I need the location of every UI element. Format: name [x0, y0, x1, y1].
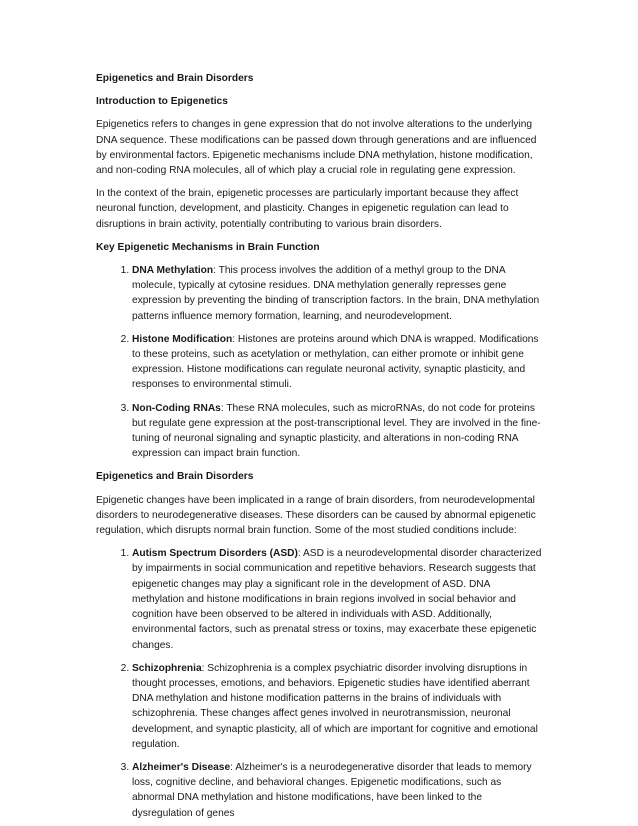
mechanism-item [132, 401, 542, 462]
mechanism-term: DNA Methylation [132, 265, 214, 277]
disorder-text: : Alzheimer's is a neurodegenerative disorder that leads to memory loss, cognitive decline, and behavioral changes. Epigenetic modifications, such as abnormal DNA methylation and histone modifications, have been linked to the dysregulation of genes [132, 761, 532, 819]
mechanisms-heading: Key Epigenetic Mechanisms in Brain Function [96, 241, 320, 253]
mechanism-term: Non-Coding RNAs [132, 402, 221, 414]
mechanism-item [132, 263, 542, 324]
mechanism-text: : Histones are proteins around which DNA is wrapped. Modifications to these proteins, such as acetylation or methylation, can either promote or inhibit gene expression. Histone modifications can regulate neuronal activity, synaptic plasticity, and responses to environmental stimuli. [132, 333, 539, 391]
mechanism-text: : These RNA molecules, such as microRNAs, do not code for proteins but regulate gene expression at the post-transcriptional level. They are involved in the fine-tuning of neuronal signaling and synaptic plasticity, and alterations in non-coding RNA expression can impact brain function. [132, 402, 541, 460]
mechanisms-list [96, 263, 542, 461]
disorder-item [132, 546, 542, 652]
intro-paragraph-1: Epigenetics refers to changes in gene expression that do not involve alterations to the underlying DNA sequence. These modifications can be passed down through generations and are influenced by environmental factors. Epigenetic mechanisms include DNA methylation, histone modification, and non-coding RNA molecules, all of which play a crucial role in regulating gene expression. [96, 119, 537, 177]
disorder-text: : ASD is a neurodevelopmental disorder characterized by impairments in social communication and repetitive behaviors. Research suggests that epigenetic changes may play a significant role in the development of ASD. DNA methylation and histone modifications in brain regions involved in social behavior and cognition have been observed to be altered in individuals with ASD. Additionally, environmental factors, such as prenatal stress or toxins, may exacerbate these epigenetic changes. [132, 548, 542, 651]
mechanism-term: Histone Modification [132, 333, 233, 345]
document-title: Epigenetics and Brain Disorders [96, 73, 254, 84]
disorders-list [96, 546, 542, 820]
mechanism-item [132, 332, 542, 393]
disorder-item [132, 661, 542, 752]
disorders-intro-paragraph: Epigenetic changes have been implicated in a range of brain disorders, from neurodevelopmental disorders to neurodegenerative diseases. These disorders can be caused by abnormal epigenetic regulation, which disrupts normal brain function. Some of the most studied conditions include: [96, 494, 536, 537]
disorders-heading: Epigenetics and Brain Disorders [96, 471, 254, 483]
intro-paragraph-2: In the context of the brain, epigenetic processes are particularly important because they affect neuronal function, development, and plasticity. Changes in epigenetic regulation can lead to disruptions in brain activity, potentially contributing to various brain disorders. [96, 188, 519, 230]
disorder-term: Alzheimer's Disease [132, 761, 231, 773]
mechanism-text: : This process involves the addition of a methyl group to the DNA molecule, typically at cytosine residues. DNA methylation generally represses gene expression by preventing the binding of transcription factors. In the brain, DNA methylation patterns influence memory formation, learning, and neurodevelopment. [132, 265, 540, 322]
disorder-text: : Schizophrenia is a complex psychiatric disorder involving disruptions in thought processes, emotions, and behaviors. Epigenetic studies have identified aberrant DNA methylation and histone modification patterns in the brains of individuals with schizophrenia. These changes affect genes involved in neurotransmission, neuronal development, and synaptic plasticity, all of which are important for cognitive and emotional regulation. [132, 662, 538, 750]
disorder-term: Schizophrenia [132, 662, 202, 674]
intro-heading: Introduction to Epigenetics [96, 96, 228, 108]
disorder-item [132, 760, 542, 821]
disorder-term: Autism Spectrum Disorders (ASD) [132, 548, 298, 560]
